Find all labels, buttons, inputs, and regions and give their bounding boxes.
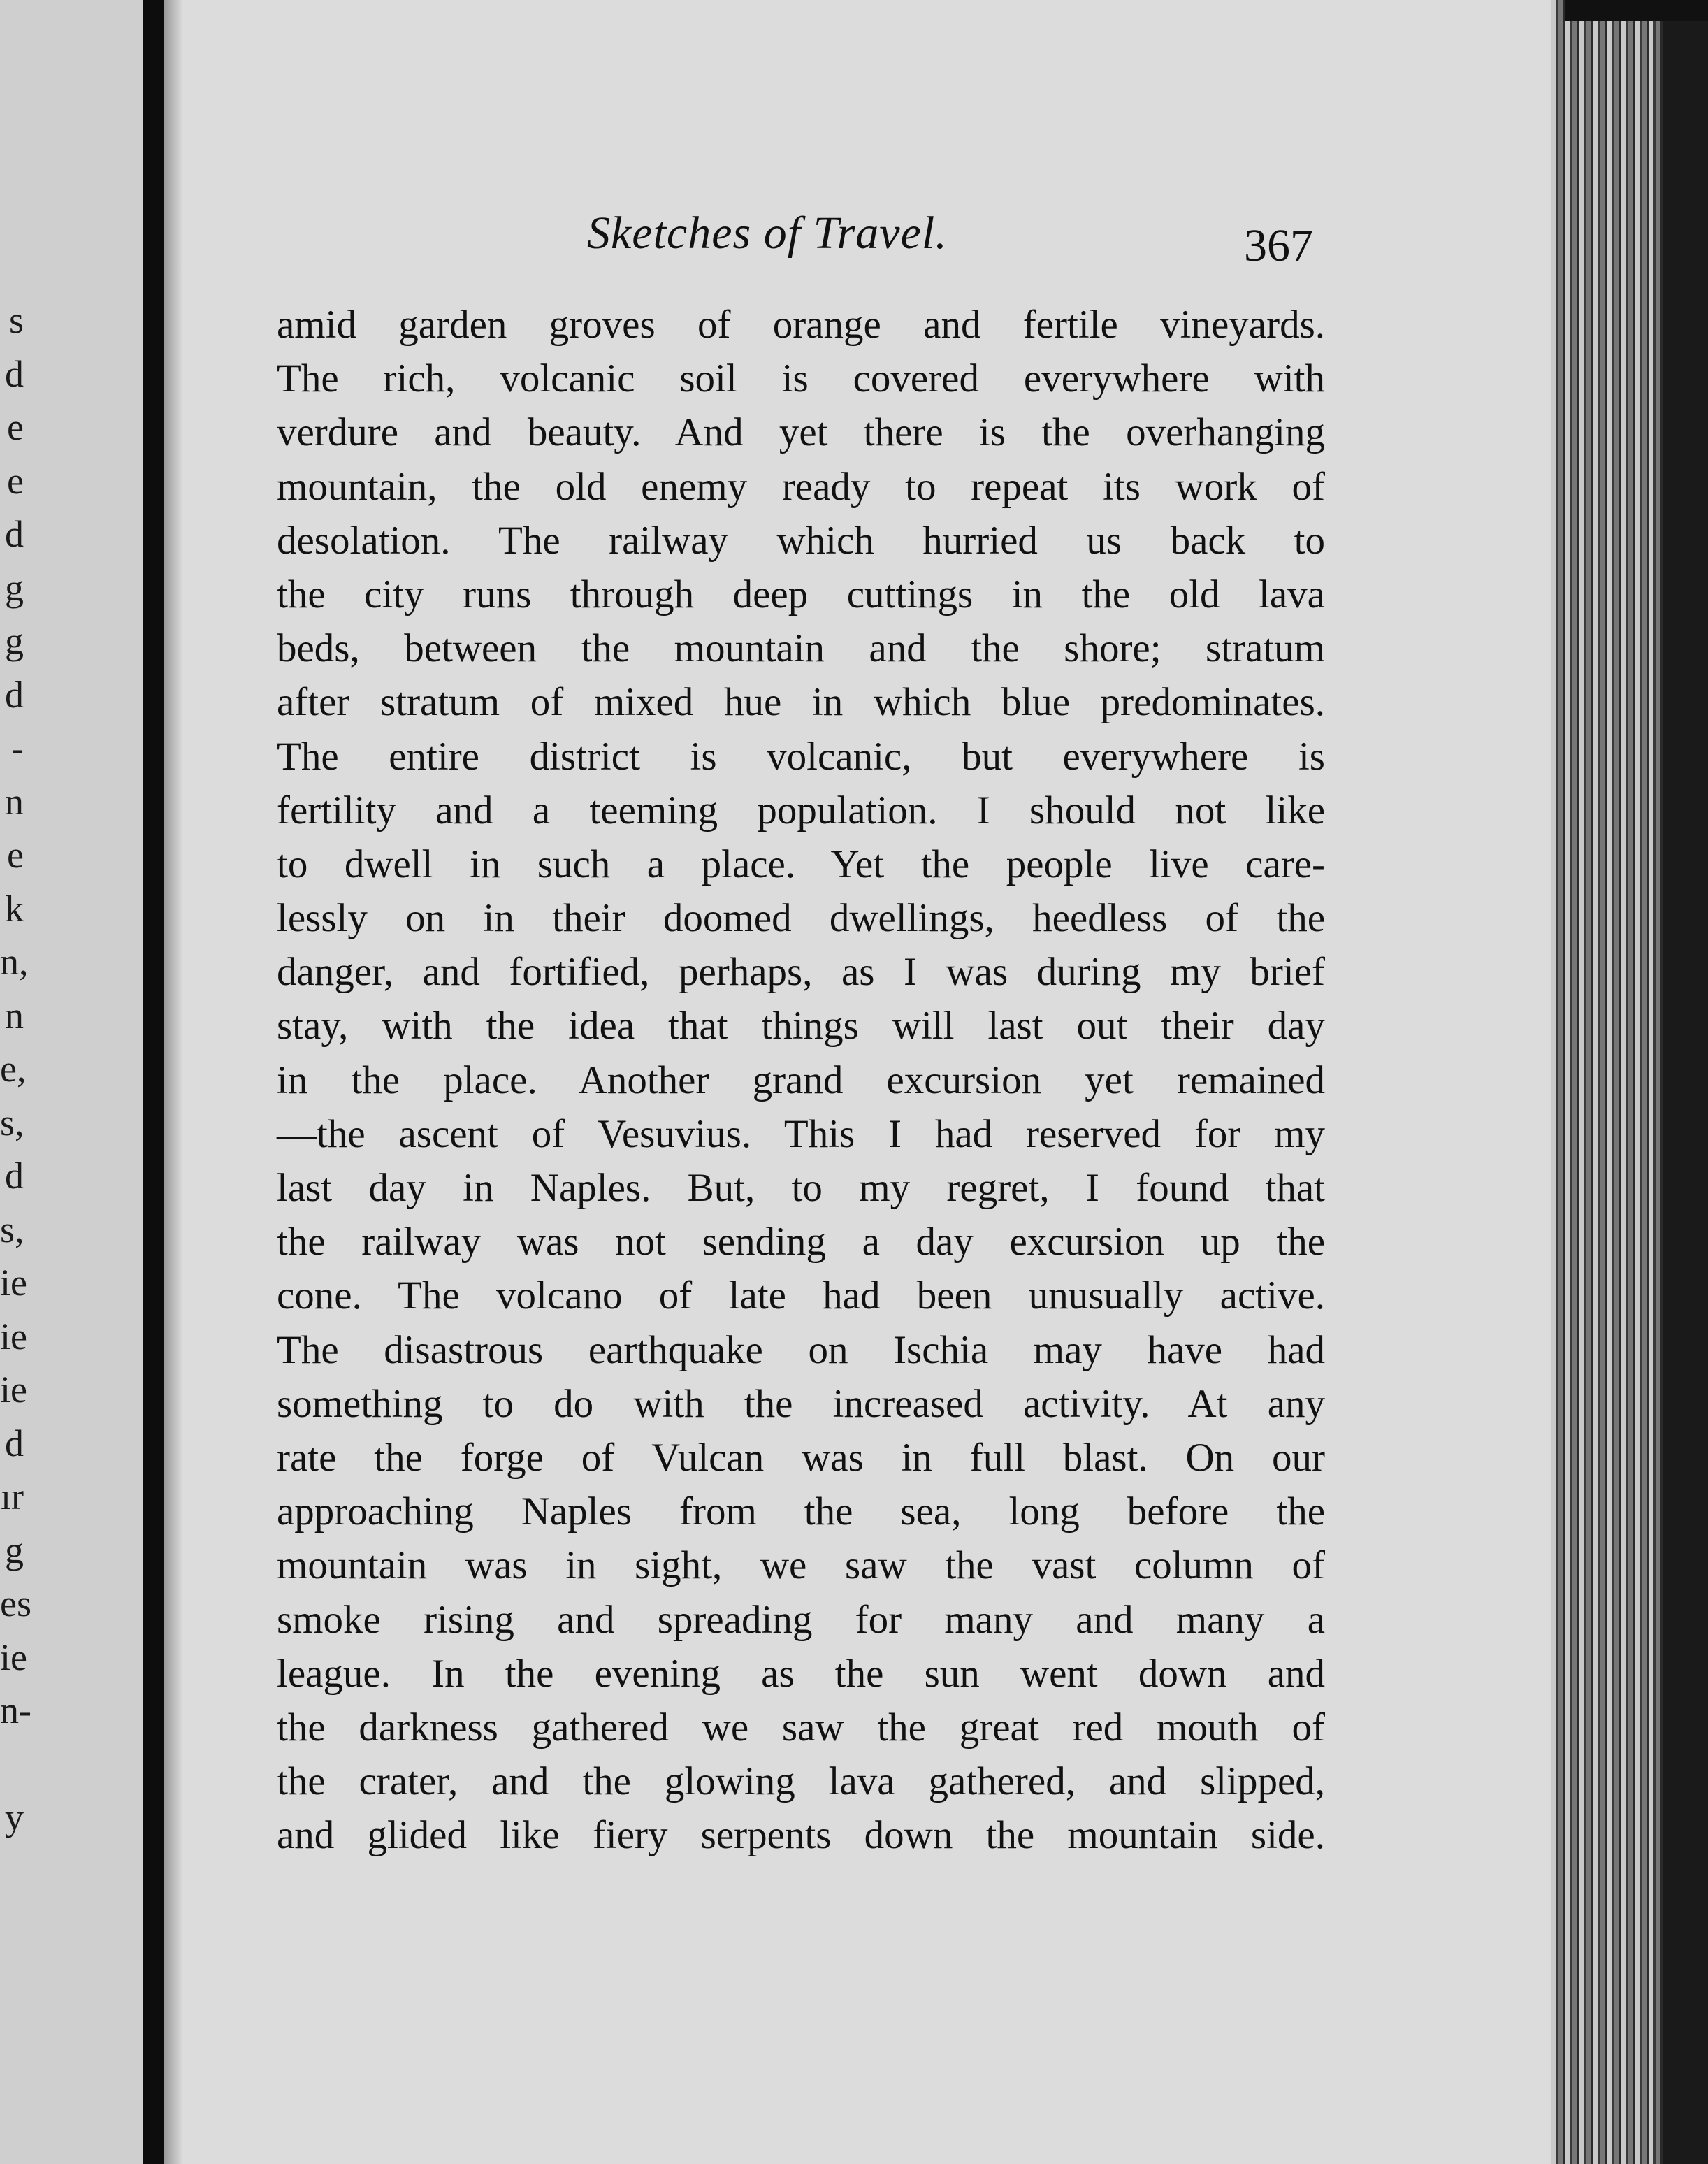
text-line: the city runs through deep cuttings in the old lava	[277, 572, 1325, 616]
text-line: league. In the evening as the sun went down and	[277, 1651, 1325, 1696]
text-line: last day in Naples. But, to my regret, I found that	[277, 1166, 1325, 1210]
left-fragment: -	[11, 727, 24, 769]
text-line: mountain was in sight, we saw the vast column of	[277, 1543, 1325, 1588]
left-fragment: e	[7, 834, 24, 876]
text-line: desolation. The railway which hurried us back to	[277, 518, 1325, 563]
text-line: in the place. Another grand excursion yet remained	[277, 1058, 1325, 1102]
text-line: The disastrous earthquake on Ischia may have had	[277, 1327, 1325, 1372]
running-head: Sketches of Travel.	[587, 208, 948, 259]
text-line: stay, with the idea that things will last out their day	[277, 1004, 1325, 1048]
text-line: approaching Naples from the sea, long before the	[277, 1489, 1325, 1534]
text-line: after stratum of mixed hue in which blue predominates.	[277, 680, 1325, 725]
text-line: the crater, and the glowing lava gathered, and slipped,	[277, 1759, 1325, 1804]
left-fragment: g	[5, 620, 24, 662]
left-fragment: e	[7, 406, 24, 448]
text-line: amid garden groves of orange and fertile vineyards.	[277, 303, 1325, 347]
left-fragment: g	[5, 1529, 24, 1571]
left-fragment: ie	[0, 1262, 27, 1304]
page-number: 367	[1244, 220, 1313, 271]
left-fragment: e,	[0, 1048, 27, 1090]
book-cover-edge	[1663, 0, 1708, 2164]
left-fragment: d	[5, 352, 24, 395]
left-fragment: s	[8, 299, 24, 341]
left-fragment: d	[5, 1155, 24, 1197]
left-fragment: d	[5, 673, 24, 716]
left-fragment: d	[5, 513, 24, 555]
text-line: something to do with the increased activity. At any	[277, 1381, 1325, 1426]
text-line: fertility and a teeming population. I should not like	[277, 788, 1325, 832]
left-fragment: n-	[0, 1689, 31, 1731]
text-line: and glided like fiery serpents down the mountain side.	[277, 1813, 1325, 1858]
text-line: the railway was not sending a day excursion up the	[277, 1220, 1325, 1264]
gutter-shadow	[164, 0, 182, 2164]
text-line: the darkness gathered we saw the great red mouth of	[277, 1705, 1325, 1750]
text-line: The entire district is volcanic, but everywhere is	[277, 734, 1325, 779]
text-line: to dwell in such a place. Yet the people live care-	[277, 842, 1325, 886]
left-fragment: ie	[0, 1315, 27, 1357]
left-fragment: es	[0, 1582, 31, 1624]
body-text	[277, 298, 1325, 1862]
left-fragment: s,	[0, 1208, 24, 1250]
text-line: —the ascent of Vesuvius. This I had reserved for my	[277, 1111, 1325, 1156]
left-fragment: n	[5, 780, 24, 823]
left-fragment	[0, 1738, 24, 1791]
left-fragment: g	[5, 566, 24, 609]
left-fragment: e	[7, 459, 24, 502]
text-line: beds, between the mountain and the shore; stratum	[277, 626, 1325, 671]
text-line: danger, and fortified, perhaps, as I was during my brief	[277, 950, 1325, 995]
left-fragment: n	[5, 994, 24, 1037]
text-line: The rich, volcanic soil is covered everywhere with	[277, 356, 1325, 401]
left-fragment: n,	[0, 941, 29, 983]
text-line: verdure and beauty. And yet there is the overhanging	[277, 410, 1325, 455]
text-line: lessly on in their doomed dwellings, heedless of the	[277, 896, 1325, 941]
left-fragment: ie	[0, 1369, 27, 1411]
left-fragment: k	[5, 887, 24, 930]
book-gutter	[143, 0, 164, 2164]
text-line: mountain, the old enemy ready to repeat its work of	[277, 464, 1325, 509]
left-fragment: s,	[0, 1101, 24, 1144]
left-fragment: ır	[1, 1476, 24, 1517]
text-line: smoke rising and spreading for many and many a	[277, 1597, 1325, 1642]
left-page-edge-fragments	[0, 294, 42, 1845]
left-fragment: ie	[0, 1636, 27, 1678]
left-facing-page	[0, 0, 143, 2164]
left-fragment: y	[5, 1796, 24, 1838]
text-line: cone. The volcano of late had been unusually active.	[277, 1274, 1325, 1318]
book-top-shadow	[1565, 0, 1708, 21]
left-fragment: d	[5, 1422, 24, 1464]
text-line: rate the forge of Vulcan was in full blast. On our	[277, 1435, 1325, 1480]
